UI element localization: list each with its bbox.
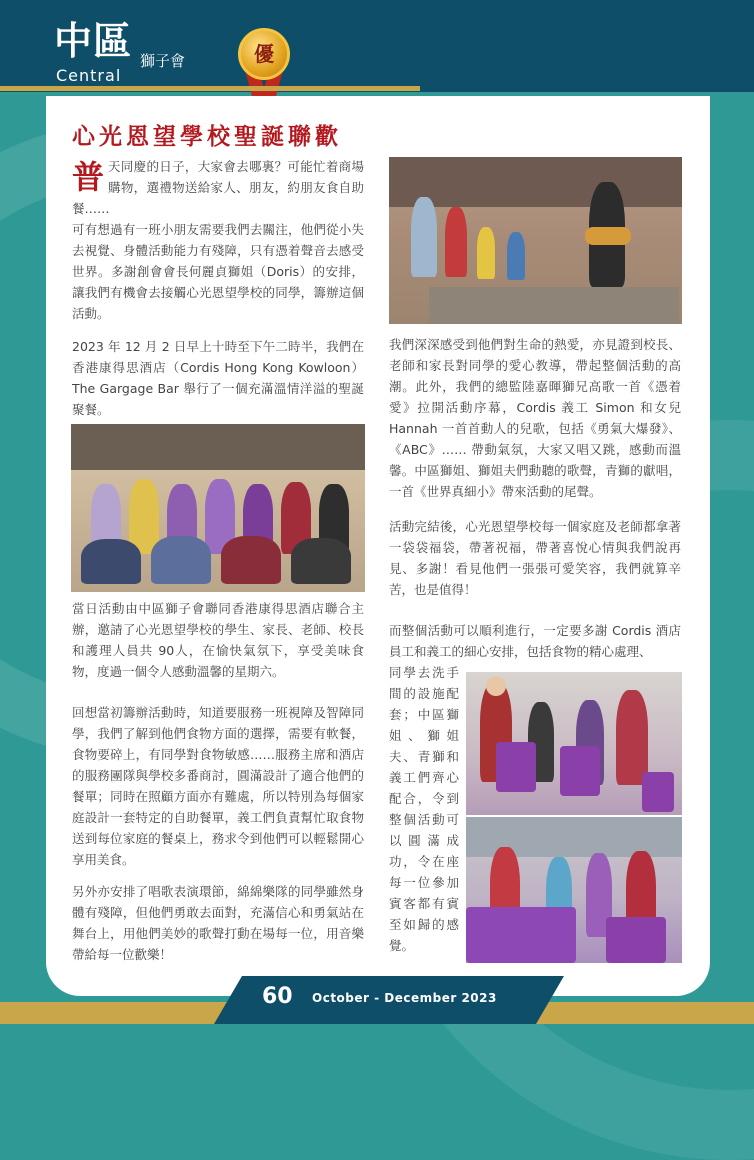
gift-bag (642, 772, 674, 812)
group-photo (71, 424, 365, 592)
photo-head (486, 676, 506, 696)
paragraph-intro: 普天同慶的日子，大家會去哪裏？可能忙着商場購物，選禮物送給家人、朋友，約朋友食自助餐…… 可有想過有一班小朋友需要我們去關注，他們從小失去視覺、身體活動能力有殘障，只有憑着聲音去感受世界。多謝創會會長何麗貞獅姐（Doris）的安排，讓我們有機會去接觸心光恩望學校的同學，籌辦這個活動。 (72, 158, 364, 321)
photo-ceiling (71, 424, 365, 470)
photo-floor (429, 287, 679, 324)
guitar (585, 227, 631, 245)
photo-person (477, 227, 495, 279)
gift-photo-2 (466, 817, 682, 963)
page-header (0, 0, 754, 92)
article-title: 心光恩望學校聖誕聯歡 (72, 124, 342, 150)
paragraph-farewell: 活動完結後，心光恩望學校每一個家庭及老師都拿著一袋袋福袋，帶著祝福，帶著喜悅心情與我們說再見、多謝！看見他們一張張可愛笑容，我們就算辛苦，也是值得！ (389, 519, 681, 597)
club-name-chinese: 中區 (54, 19, 133, 63)
header-gold-stripe (0, 86, 420, 91)
gift-photo-1 (466, 672, 682, 815)
photo-wall (389, 157, 682, 207)
photo-person (151, 536, 211, 584)
stage-photo (389, 157, 682, 324)
photo-person (445, 207, 467, 277)
issue-date: October - December 2023 (312, 991, 497, 1005)
photo-person (616, 690, 648, 785)
gift-bag (560, 746, 600, 796)
paragraph-thanks: 而整個活動可以順利進行，一定要多謝 Cordis 酒店員工和義工的細心安排，包括食物的精心處理、 (389, 623, 681, 659)
photo-person (221, 536, 281, 584)
gift-bag (466, 907, 576, 963)
page-number: 60 (262, 984, 293, 1009)
photo-person (291, 538, 351, 584)
photo-person (129, 479, 159, 554)
paragraph-performance: 另外亦安排了唱歌表演環節，綿綿樂隊的同學雖然身體有殘障，但他們勇敢去面對，充滿信心和勇氣站在舞台上，用他們美妙的歌聲打動在場每一位，用音樂帶給每一位歡樂！ (72, 884, 364, 962)
paragraph-event-date: 2023 年 12 月 2 日早上十時至下午二時半，我們在香港康得思酒店（Cordis Hong Kong Kowloon）The Gargage Bar 舉行了一個充滿溫情洋溢的聖誕聚餐。 (72, 339, 364, 417)
gift-bag (496, 742, 536, 792)
drop-cap: 普 (72, 158, 105, 196)
photo-person (411, 197, 437, 277)
paragraph-thanks-continued: 同學去洗手間的設施配套；中區獅姐、獅姐夫、青獅和義工們齊心配合，令到整個活動可以圓滿成功，令在座每一位參加賓客都有賓至如歸的感覺。 (389, 665, 459, 953)
paragraph-organizers: 當日活動由中區獅子會聯同香港康得思酒店聯合主辦，邀請了心光恩望學校的學生、家長、老師、校長和護理人員共 90人，在愉快氣氛下，享受美味食物，度過一個令人感動溫馨的星期六。 (72, 601, 364, 679)
club-name-suffix: 獅子會 (140, 52, 186, 70)
club-name-english: Central (56, 66, 122, 85)
award-medal-icon: 優 (238, 28, 290, 80)
gift-bag (606, 917, 666, 963)
photo-person (507, 232, 525, 280)
photo-person (81, 539, 141, 584)
paragraph-highlights: 我們深深感受到他們對生命的熱愛，亦見證到校長、老師和家長對同學的愛心教導，帶起整個活動的高潮。此外，我們的總監陸嘉暉獅兄高歌一首《憑着愛》拉開活動序幕，Cordis 義工 Simon 和女兒 Hannah 一首首動人的兒歌，包括《勇氣大爆發》、《ABC》…… 帶動氣氛，大家又唱又跳，感動而溫馨。中區獅姐、獅姐夫們動聽的歌聲，青獅的獻唱，一首《世界真細小》帶來活動的尾聲。 (389, 337, 681, 499)
paragraph-planning: 回想當初籌辦活動時，知道要服務一班視障及智障同學，我們了解到他們食物方面的選擇，需要有軟餐，食物要碎上，有同學對食物敏感……服務主席和酒店的服務團隊與學校多番商討，圓滿設計了適合他們的餐單；同時在照顧方面亦有難處，所以特別為每個家庭設計一套特定的自助餐單，義工們負責幫忙取食物送到每位家庭的餐桌上，務求令到他們可以輕鬆開心享用美食。 (72, 705, 364, 867)
